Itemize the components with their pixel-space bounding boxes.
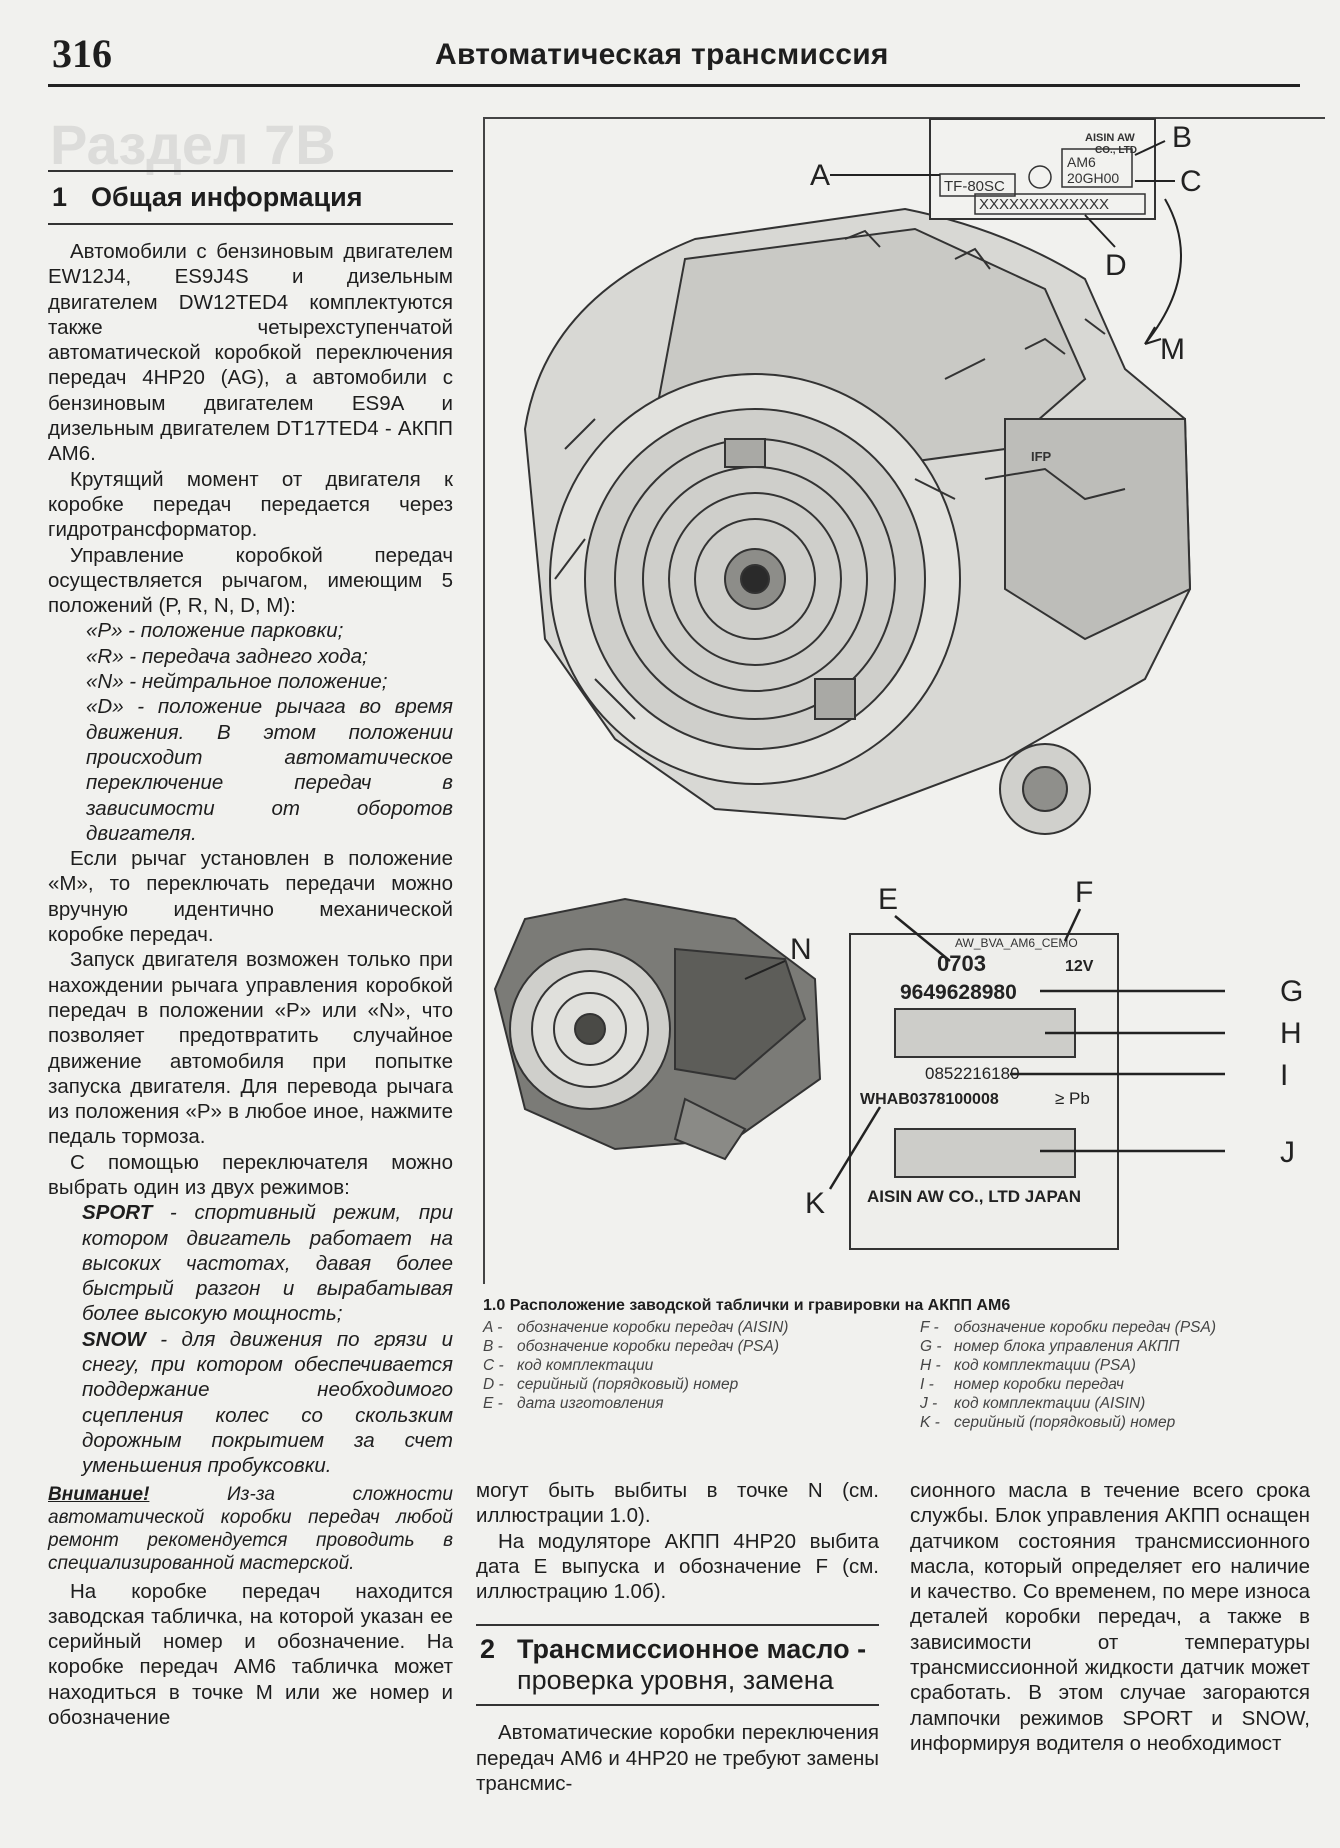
- legend-value: серийный (порядковый) номер: [954, 1414, 1176, 1431]
- page-number: 316: [52, 31, 112, 76]
- callout-i: I: [1280, 1059, 1289, 1092]
- right-column: [910, 1478, 1310, 1756]
- mode-text: - для движения по грязи и снегу, при котором обеспечивается поддержание необходимого сцепления колес со скользким дорожным покрытием за счет уменьшения пробуксовки.: [82, 1327, 453, 1478]
- plate-voltage: 12V: [1065, 958, 1094, 975]
- legend-item: [483, 1356, 903, 1375]
- callout-n: N: [790, 933, 812, 966]
- legend-value: дата изготовления: [517, 1395, 664, 1412]
- section-2-title-bold: Трансмиссионное масло -: [517, 1634, 867, 1665]
- mode-text: - спортивный режим, при котором двигатель работает на высоких частотах, давая более быстрый разгон и вырабатывая более высокую мощность;: [82, 1201, 453, 1326]
- legend-item: [483, 1337, 903, 1356]
- mode-snow: [48, 1327, 453, 1479]
- second-transmission-drawing: [495, 899, 820, 1159]
- legend-item: [920, 1413, 1340, 1432]
- plate-code-2: 20GH00: [1067, 170, 1120, 186]
- plate-maker: AISIN AW CO., LTD JAPAN: [867, 1187, 1082, 1206]
- paragraph: могут быть выбиты в точке N (см. иллюстрации 1.0).: [476, 1479, 879, 1528]
- plate-serial: XXXXXXXXXXXXX: [979, 196, 1110, 213]
- legend-item: [920, 1318, 1340, 1337]
- plate-brand-1: AISIN AW: [1085, 132, 1135, 144]
- mode-sport: [48, 1200, 453, 1326]
- legend-right: [920, 1318, 1340, 1432]
- legend-item: [920, 1356, 1340, 1375]
- callout-a: A: [810, 159, 831, 192]
- legend-item: [483, 1394, 903, 1413]
- section-2-title: [517, 1634, 879, 1696]
- paragraph: Запуск двигателя возможен только при нахождении рычага управления коробкой передач в положении «P» или «N», что позволяет предотвратить случайное движение автомобиля при попытке запуска двигателя. Для перевода рычага из положения «P» в любое иное, нажмите педаль тормоза.: [48, 948, 453, 1149]
- show-through-heading: Раздел 7В: [50, 113, 336, 176]
- mode-name: SPORT: [82, 1201, 153, 1225]
- legend-item: [920, 1394, 1340, 1413]
- callout-k: K: [805, 1187, 826, 1220]
- legend-key: H -: [920, 1357, 941, 1374]
- paragraph: Если рычаг установлен в положение «M», то переключать передачи можно вручную идентично механической коробке передач.: [48, 847, 453, 947]
- legend-key: E -: [483, 1395, 503, 1412]
- warning-note: [48, 1483, 453, 1575]
- legend-value: серийный (порядковый) номер: [517, 1376, 739, 1393]
- middle-column: [476, 1478, 879, 1796]
- warning-label: Внимание!: [48, 1483, 150, 1505]
- section-2-heading: [476, 1624, 879, 1706]
- ifp-marking: IFP: [1031, 449, 1052, 464]
- legend-key: D -: [483, 1376, 504, 1393]
- legend-value: номер блока управления АКПП: [954, 1338, 1180, 1355]
- legend-item: [483, 1318, 903, 1337]
- legend-key: F -: [920, 1319, 939, 1336]
- legend-item: [920, 1375, 1340, 1394]
- legend-value: обозначение коробки передач (AISIN): [517, 1319, 789, 1336]
- plate-ref: AW_BVA_AM6_CEMO: [955, 936, 1078, 950]
- section-1-number: 1: [52, 182, 68, 212]
- position-item: «D» - положение рычага во время движения. В этом положении происходит автоматическое переключение передач в зависимости от оборотов двигателя.: [86, 695, 453, 845]
- plate-code-1: AM6: [1067, 154, 1096, 170]
- legend-value: код комплектации (PSA): [954, 1357, 1136, 1374]
- paragraph: Управление коробкой передач осуществляется рычагом, имеющим 5 положений (P, R, N, D, M):: [48, 543, 453, 618]
- mode-name: SNOW: [82, 1327, 146, 1351]
- legend-key: B -: [483, 1338, 503, 1355]
- callout-g: G: [1280, 975, 1304, 1008]
- legend-value: обозначение коробки передач (PSA): [517, 1338, 780, 1355]
- legend-key: C -: [483, 1357, 504, 1374]
- left-column: [48, 170, 453, 1730]
- main-transmission-drawing: [525, 209, 1190, 834]
- legend-value: номер коробки передач: [954, 1376, 1124, 1393]
- callout-e: E: [878, 883, 899, 916]
- legend-value: обозначение коробки передач (PSA): [954, 1319, 1217, 1336]
- position-item: «P» - положение парковки;: [86, 619, 344, 643]
- paragraph: Автоматические коробки переключения передач AM6 и 4HP20 не требуют замены трансмис-: [476, 1721, 879, 1796]
- legend-item: [483, 1375, 903, 1394]
- paragraph: сионного масла в течение всего срока службы. Блок управления АКПП оснащен датчиком состояния трансмиссионного масла, который определяет его наличие и качество. Со временем, по мере износа деталей коробки передач, а также в зависимости от температуры трансмиссионной жидкости датчик может сработать. В этом случае загораются лампочки режимов SPORT и SNOW, информируя водителя о необходимост: [910, 1479, 1310, 1755]
- legend-item: [920, 1337, 1340, 1356]
- callout-m: M: [1160, 333, 1185, 366]
- warning-text: Из-за сложности автоматической коробки передач любой ремонт рекомендуется проводить в специализированной мастерской.: [48, 1483, 453, 1574]
- transmission-illustration: [485, 119, 1325, 1284]
- section-2-number: 2: [480, 1634, 496, 1665]
- callout-c: C: [1180, 165, 1202, 198]
- running-title: Автоматическая трансмиссия: [435, 38, 889, 71]
- legend-value: код комплектации: [517, 1357, 654, 1374]
- section-2-title-rest: проверка уровня, замена: [517, 1665, 834, 1696]
- legend-key: A -: [483, 1319, 503, 1336]
- paragraph: С помощью переключателя можно выбрать один из двух режимов:: [48, 1150, 453, 1199]
- section-1-heading: [48, 170, 453, 225]
- legend-key: I -: [920, 1376, 934, 1393]
- plate-date: 0703: [937, 951, 986, 976]
- callout-j: J: [1280, 1136, 1295, 1169]
- plate-psa-code: 0852216180: [925, 1064, 1020, 1083]
- section-1-title: Общая информация: [91, 182, 363, 212]
- paragraph: Автомобили с бензиновым двигателем EW12J4, ES9J4S и дизельным двигателем DW12TED4 комплектуются также четырехступенчатой автоматической коробкой переключения передач 4HP20 (AG), а автомобили с бензиновым двигателем ES9A и дизельным двигателем DT17TED4 - АКПП AM6.: [48, 240, 453, 466]
- legend-left: [483, 1318, 903, 1413]
- callout-d: D: [1105, 249, 1127, 282]
- callout-h: H: [1280, 1017, 1302, 1050]
- legend-value: код комплектации (AISIN): [954, 1395, 1146, 1412]
- legend-key: G -: [920, 1338, 942, 1355]
- figure-caption: 1.0 Расположение заводской таблички и гравировки на АКПП AM6: [483, 1297, 1011, 1314]
- plate-ecu-number: 9649628980: [900, 981, 1017, 1004]
- header-rule: [48, 84, 1300, 87]
- paragraph: Крутящий момент от двигателя к коробке передач передается через гидротрансформатор.: [48, 467, 453, 542]
- paragraph: На коробке передач находится заводская табличка, на которой указан ее серийный номер и обозначение. На коробке передач AM6 табличка может находиться в точке M или же номер и обозначение: [48, 1579, 453, 1730]
- paragraph: На модуляторе АКПП 4HP20 выбита дата E выпуска и обозначение F (см. иллюстрацию 1.0б).: [476, 1529, 879, 1604]
- callout-f: F: [1075, 876, 1094, 909]
- callout-b: B: [1172, 121, 1193, 154]
- plate-lead-free: ≥ Pb: [1055, 1089, 1090, 1108]
- transmission-figure: [483, 117, 1325, 1284]
- plate-brand-2: CO., LTD: [1095, 145, 1138, 156]
- plate-serial-number: WHAB0378100008: [860, 1091, 999, 1108]
- position-item: «N» - нейтральное положение;: [86, 670, 388, 694]
- legend-key: J -: [920, 1395, 938, 1412]
- plate-model: TF-80SC: [944, 178, 1005, 195]
- legend-key: K -: [920, 1414, 940, 1431]
- position-item: «R» - передача заднего хода;: [86, 644, 368, 668]
